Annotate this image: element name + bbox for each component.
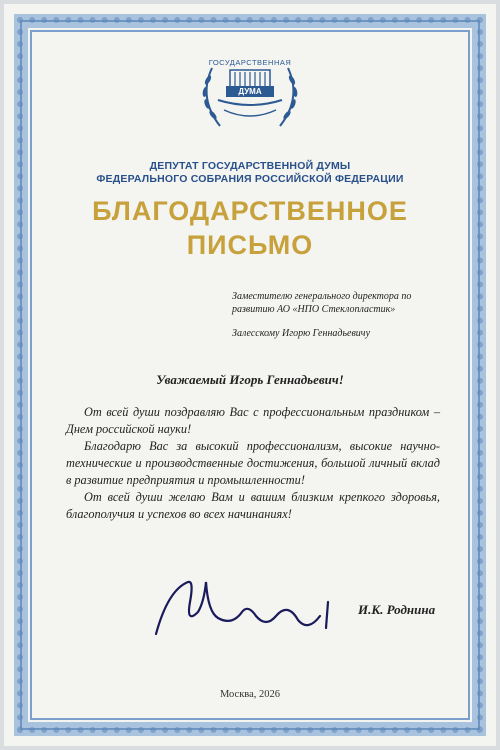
letter-body bbox=[66, 404, 440, 523]
greeting: Уважаемый Игорь Геннадьевич! bbox=[156, 372, 344, 387]
duma-emblem-icon bbox=[190, 48, 310, 140]
body-paragraph: От всей души поздравляю Вас с профессиональным праздником – Днем российской науки! bbox=[66, 405, 440, 436]
place-and-year: Москва, 2026 bbox=[219, 689, 281, 700]
addressee-position-line-2: развитию АО «НПО Стеклопластик» bbox=[232, 304, 396, 315]
signatory-name: И.К. Роднина bbox=[358, 602, 436, 617]
document-title-line-2: ПИСЬМО bbox=[186, 230, 314, 260]
emblem-band-text: ДУМА bbox=[238, 87, 262, 96]
addressee-position-line-1: Заместителю генерального директора по bbox=[232, 291, 412, 302]
header-line-2: ФЕДЕРАЛЬНОГО СОБРАНИЯ РОССИЙСКОЙ ФЕДЕРАЦИИ bbox=[96, 173, 404, 185]
body-paragraph: Благодарю Вас за высокий профессионализм, высокие научно-технические и производственные достижения, большой личный вклад в развитие предприятия и промышленности! bbox=[66, 439, 440, 487]
header-line-1: ДЕПУТАТ ГОСУДАРСТВЕННОЙ ДУМЫ bbox=[149, 160, 351, 172]
body-paragraph: От всей души желаю Вам и вашим близким крепкого здоровья, благополучия и успехов во всех начинаниях! bbox=[66, 490, 440, 521]
document-title-line-1: БЛАГОДАРСТВЕННОЕ bbox=[92, 196, 408, 226]
handwritten-signature bbox=[148, 572, 338, 652]
emblem-arc-text: ГОСУДАРСТВЕННАЯ bbox=[208, 58, 292, 67]
addressee-name: Залесскому Игорю Геннадьевичу bbox=[232, 328, 371, 339]
